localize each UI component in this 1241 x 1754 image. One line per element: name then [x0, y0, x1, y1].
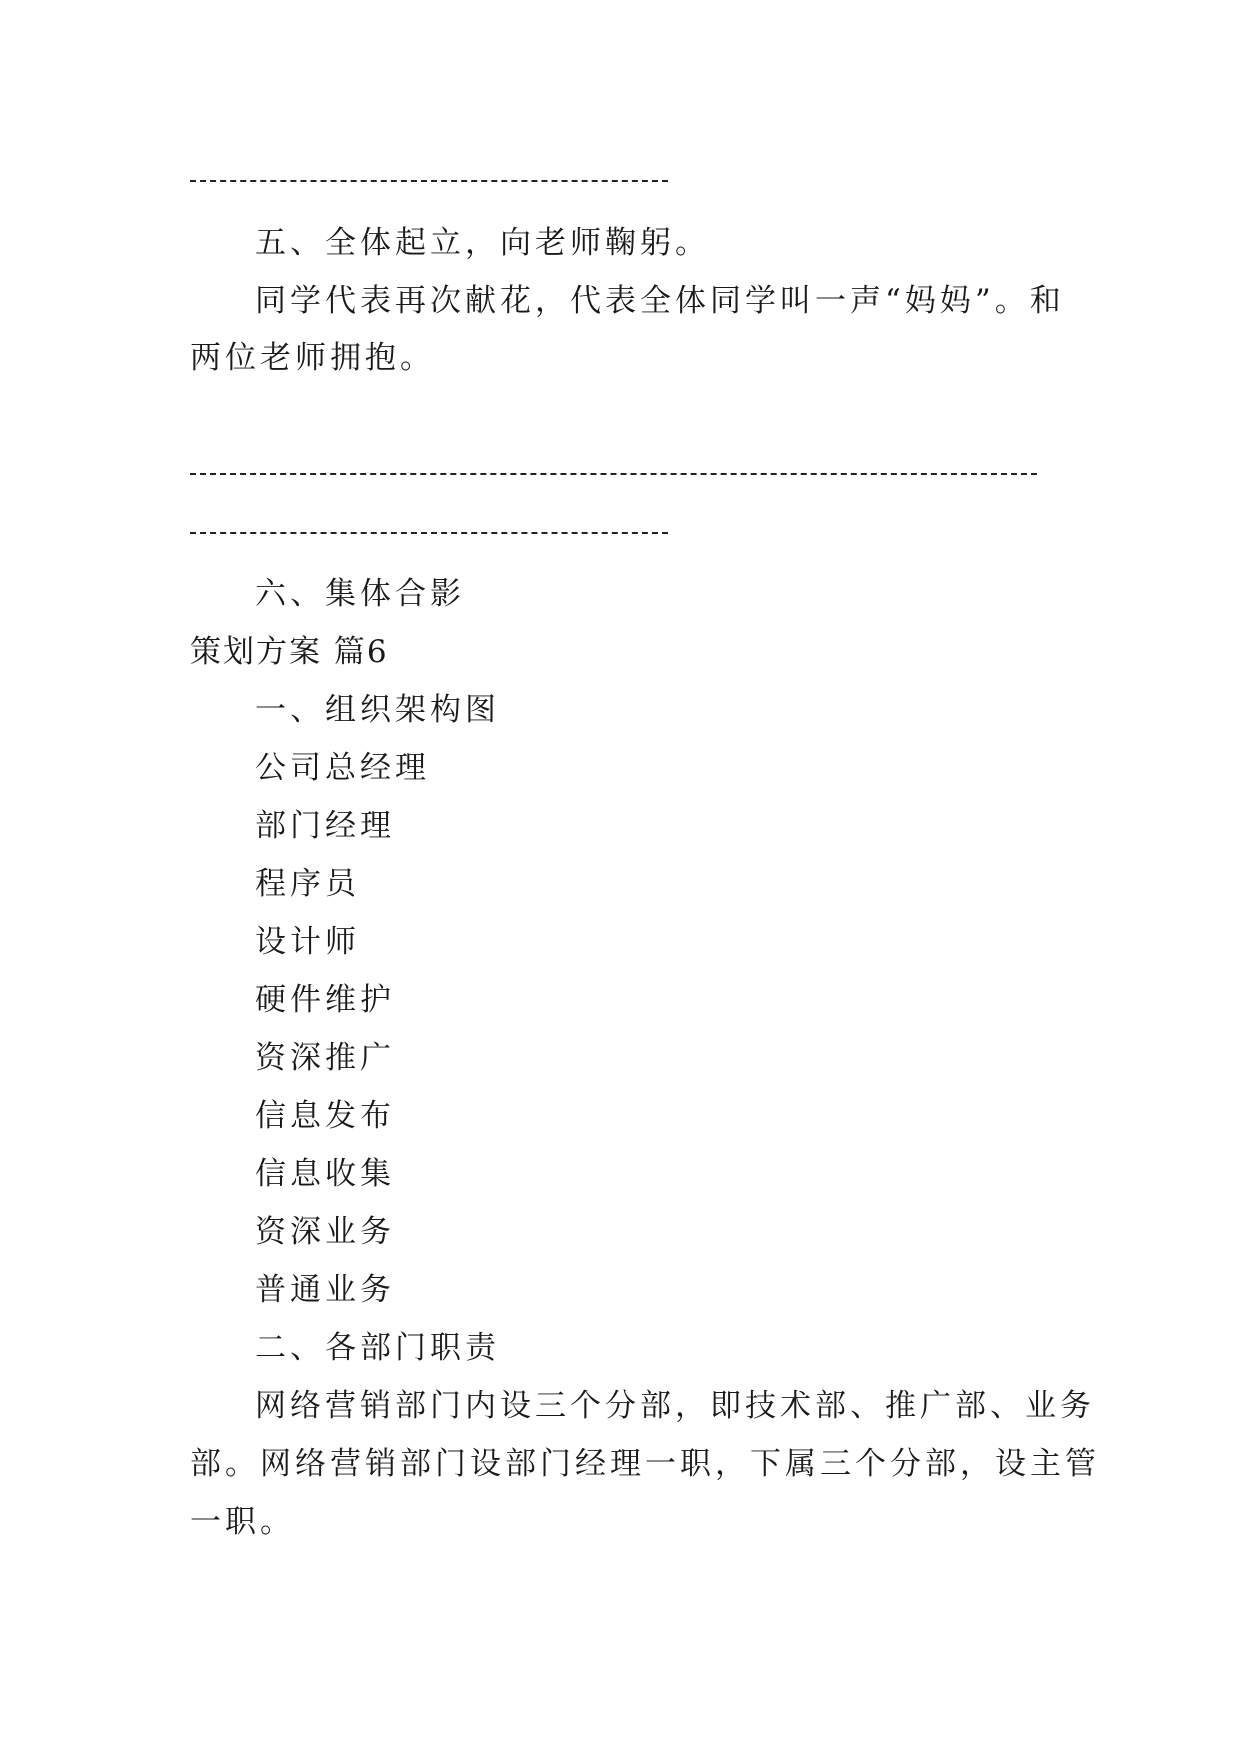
- org-item: 程序员: [255, 866, 360, 902]
- separator-line: [190, 180, 668, 182]
- paragraph-line: 两位老师拥抱。: [190, 340, 435, 376]
- paragraph-line: 网络营销部门内设三个分部，即技术部、推广部、业务: [255, 1388, 1095, 1424]
- org-item: 设计师: [255, 924, 360, 960]
- org-item: 普通业务: [255, 1272, 395, 1308]
- section-heading: 策划方案 篇6: [190, 634, 389, 670]
- section-title: 一、组织架构图: [255, 692, 500, 728]
- paragraph-line: 同学代表再次献花，代表全体同学叫一声“妈妈”。和: [255, 283, 1065, 319]
- paragraph-line: 部。网络营销部门设部门经理一职，下属三个分部，设主管: [190, 1446, 1100, 1482]
- org-item: 硬件维护: [255, 982, 395, 1018]
- section-title: 二、各部门职责: [255, 1330, 500, 1366]
- org-item: 公司总经理: [255, 750, 430, 786]
- org-item: 信息收集: [255, 1156, 395, 1192]
- section-title: 六、集体合影: [255, 576, 465, 612]
- separator-line: [190, 532, 668, 534]
- section-title: 五、全体起立，向老师鞠躬。: [255, 225, 710, 261]
- org-item: 部门经理: [255, 808, 395, 844]
- org-item: 信息发布: [255, 1098, 395, 1134]
- separator-line: [190, 473, 1037, 475]
- org-item: 资深推广: [255, 1040, 395, 1076]
- paragraph-line: 一职。: [190, 1504, 295, 1540]
- org-item: 资深业务: [255, 1214, 395, 1250]
